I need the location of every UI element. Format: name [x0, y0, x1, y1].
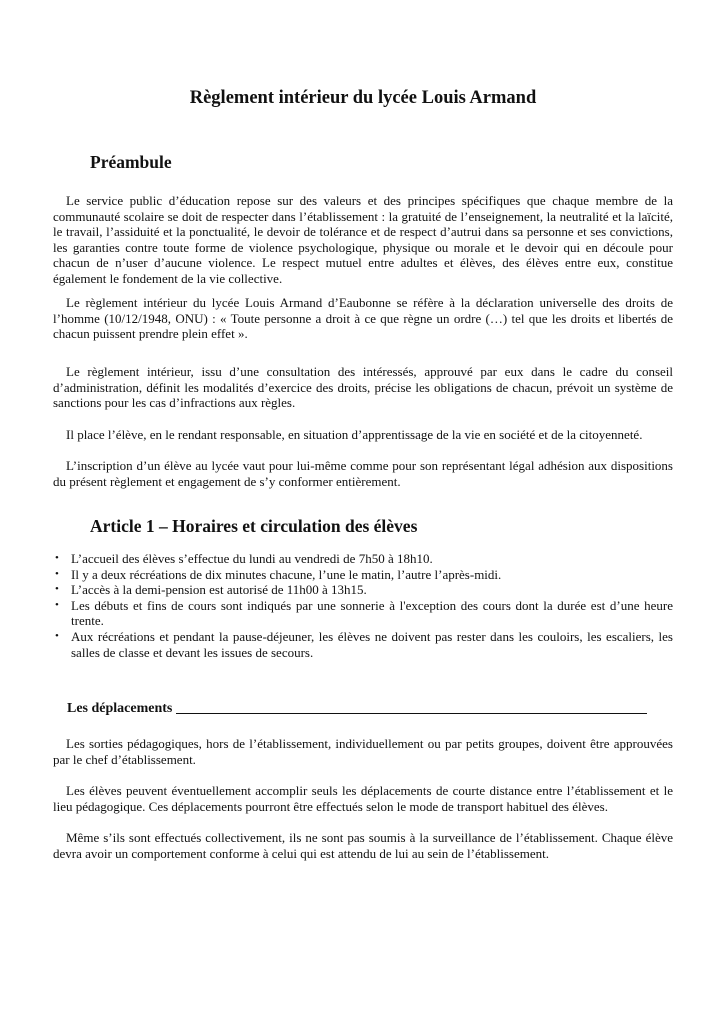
- paragraph-text: Il place l’élève, en le rendant responsable, en situation d’apprentissage de la vie en société et de la citoyenneté.: [66, 427, 643, 442]
- list-item-text: Il y a deux récréations de dix minutes chacune, l’une le matin, l’autre l’après-midi.: [71, 566, 502, 582]
- preambule-paragraph-4: [53, 427, 673, 443]
- article-1-bullet-list: [53, 551, 673, 660]
- preambule-paragraph-1: [53, 193, 673, 287]
- list-item: [53, 567, 673, 583]
- deplacements-paragraph-2: [53, 783, 673, 814]
- bullet-icon: •: [55, 629, 59, 642]
- deplacements-paragraph-1: [53, 736, 673, 767]
- paragraph-text: Le service public d’éducation repose sur des valeurs et des principes spécifiques que chaque membre de la communauté scolaire se doit de respecter dans l’établissement : la gratuité de l’enseignement, la neutralité et la laïcité, le travail, l’assiduité et la ponctualité, le devoir de tolérance et de respect d’autrui dans sa personne et ses convictions, les garanties contre toute forme de violence psychologique, physique ou morale et le devoir qui en découle pour chacun de n’user d’aucune violence. Le respect mutuel entre adultes et élèves, des élèves entre eux, constitue également le fondement de la vie collective.: [53, 193, 673, 286]
- paragraph-text: Le règlement intérieur du lycée Louis Armand d’Eaubonne se réfère à la déclaration universelle des droits de l’homme (10/12/1948, ONU) : « Toute personne a droit à ce que règne un ordre (…) tel que les droits et libertés de chacun puissent prendre plein effet ».: [53, 295, 673, 342]
- deplacements-heading: [67, 701, 647, 717]
- paragraph-text: Le règlement intérieur, issu d’une consultation des intéressés, approuvé par eux dans le cadre du conseil d’administration, définit les modalités d’exercice des droits, précise les obligations de chacun, prévoit un système de sanctions pour les cas d’infractions aux règles.: [53, 364, 673, 411]
- list-item-text: L’accès à la demi-pension est autorisé de 11h00 à 13h15.: [71, 582, 367, 598]
- paragraph-text: Les sorties pédagogiques, hors de l’établissement, individuellement ou par petits groupes, doivent être approuvées par le chef d’établissement.: [53, 736, 673, 767]
- deplacements-heading-text: Les déplacements: [67, 701, 173, 716]
- bullet-icon: •: [55, 598, 59, 611]
- document-title: Règlement intérieur du lycée Louis Armand: [189, 88, 537, 108]
- deplacements-paragraph-3: [53, 830, 673, 861]
- list-item: [53, 551, 673, 567]
- preambule-paragraph-5: [53, 458, 673, 489]
- list-item: [53, 598, 673, 629]
- preambule-paragraph-3: [53, 364, 673, 411]
- article-1-heading: Article 1 – Horaires et circulation des élèves: [90, 516, 418, 536]
- heading-underline-rule: [176, 713, 647, 714]
- list-item-text: L’accueil des élèves s’effectue du lundi au vendredi de 7h50 à 18h10.: [71, 551, 433, 566]
- paragraph-text: L’inscription d’un élève au lycée vaut pour lui-même comme pour son représentant légal adhésion aux dispositions du présent règlement et engagement de s’y conformer entièrement.: [53, 458, 673, 489]
- preambule-paragraph-2: [53, 295, 673, 342]
- list-item: [53, 582, 673, 598]
- bullet-icon: •: [55, 567, 59, 580]
- paragraph-text: Les élèves peuvent éventuellement accomplir seuls les déplacements de courte distance entre l’établissement et le lieu pédagogique. Ces déplacements pourront être effectués selon le mode de transport habituel des élèves.: [53, 783, 673, 814]
- paragraph-text: Même s’ils sont effectués collectivement, ils ne sont pas soumis à la surveillance de l’établissement. Chaque élève devra avoir un comportement conforme à celui qui est attendu de lui au sein de l’établissement.: [53, 830, 673, 861]
- list-item-text: Les débuts et fins de cours sont indiqués par une sonnerie à l'exception des cours dont la durée est d’une heure trente.: [71, 597, 673, 629]
- bullet-icon: •: [55, 583, 59, 596]
- list-item: [53, 629, 673, 660]
- preambule-heading: Préambule: [90, 152, 172, 172]
- list-item-text: Aux récréations et pendant la pause-déjeuner, les élèves ne doivent pas rester dans les couloirs, les escaliers, les salles de classe et devant les issues de secours.: [71, 628, 673, 660]
- bullet-icon: •: [55, 552, 59, 564]
